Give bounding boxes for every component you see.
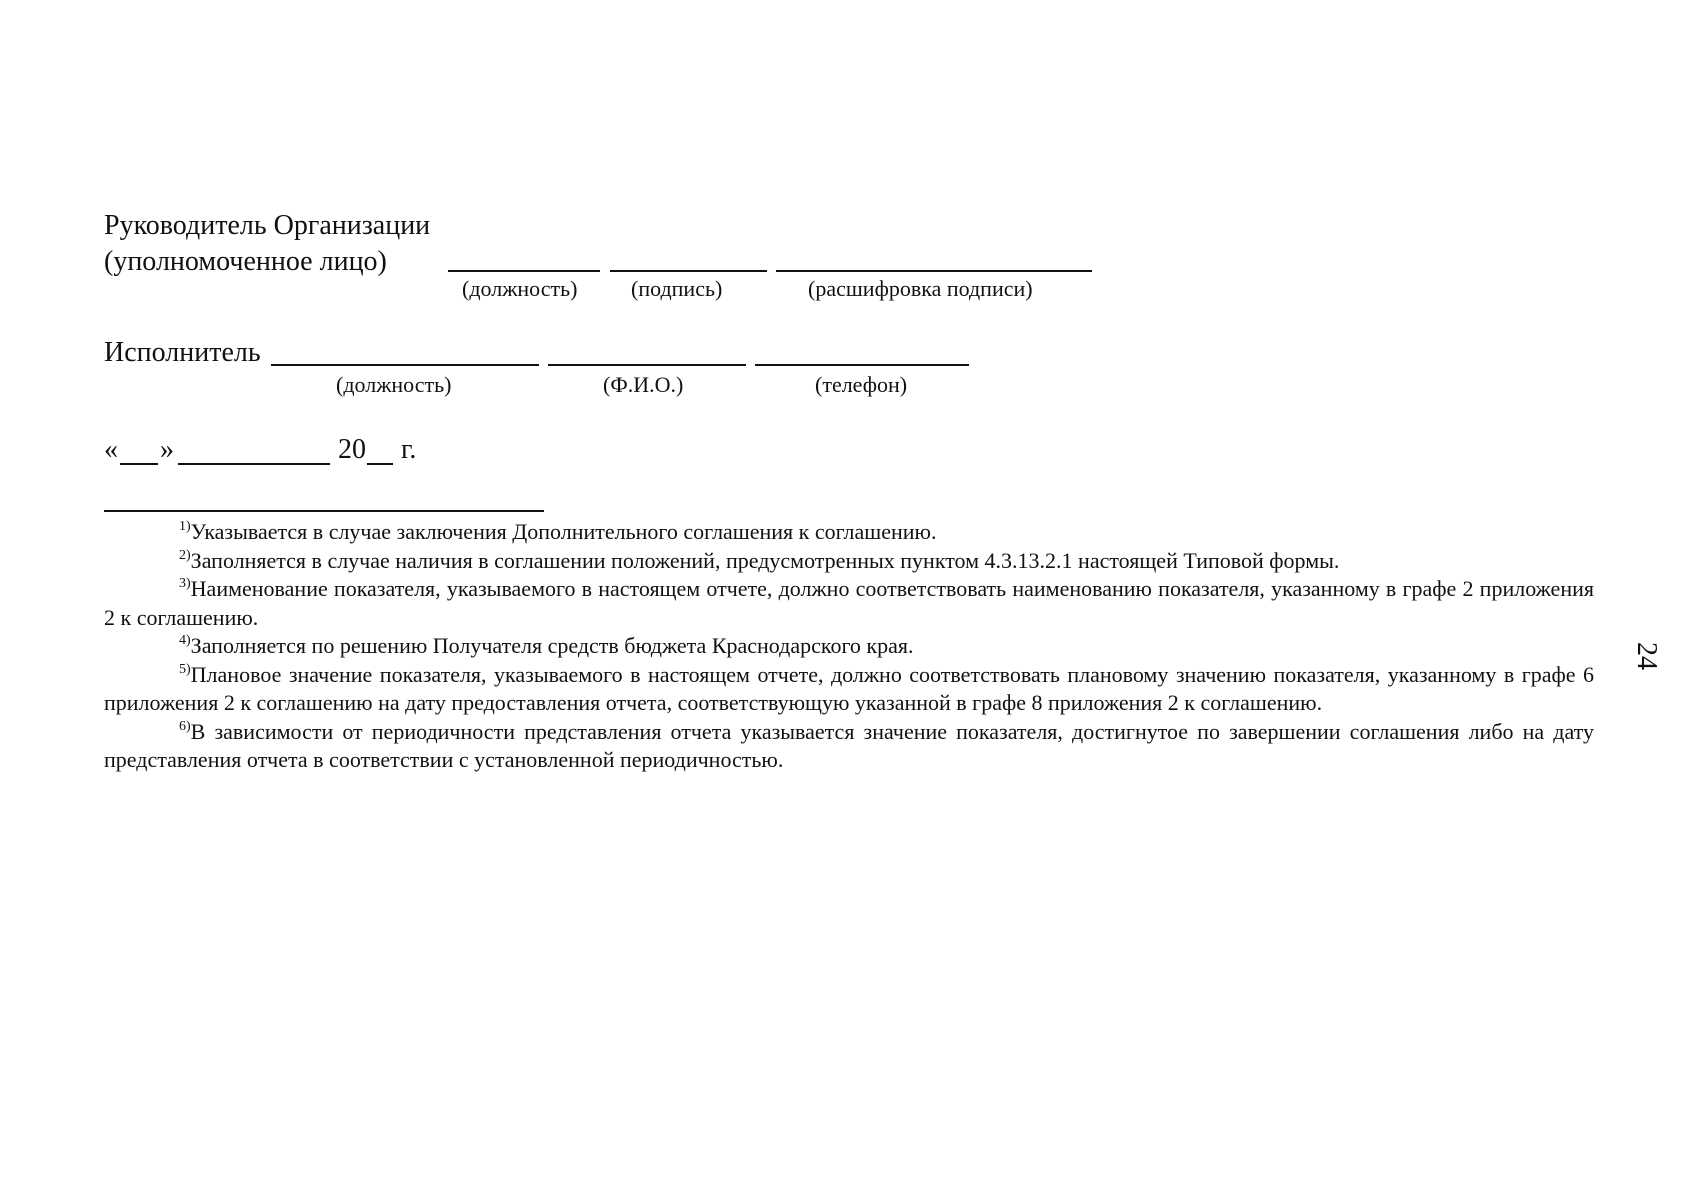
footnote-marker: 4) <box>179 633 191 648</box>
executor-label: Исполнитель <box>104 337 261 368</box>
footnote-text: Заполняется в случае наличия в соглашении положений, предусмотренных пунктом 4.3.13.2.1 настоящей Типовой формы. <box>190 547 1340 573</box>
date-open-quote: « <box>104 434 118 465</box>
head-title-line-1: Руководитель Организации <box>104 210 431 241</box>
head-caption-decoding: (расшифровка подписи) <box>808 276 1033 301</box>
footnote-marker: 3) <box>179 576 191 591</box>
head-signature-field[interactable] <box>610 270 767 272</box>
footnote-marker: 1) <box>179 519 191 534</box>
executor-caption-phone: (телефон) <box>815 372 908 397</box>
executor-caption-position: (должность) <box>336 372 452 397</box>
footnote-2 <box>104 547 1594 576</box>
date-year-field[interactable] <box>367 463 393 465</box>
head-title-line-2: (уполномоченное лицо) <box>104 246 387 277</box>
footnote-marker: 5) <box>179 661 191 677</box>
footnote-marker: 6) <box>179 718 191 734</box>
footnote-text: Указывается в случае заключения Дополнительного соглашения к соглашению. <box>190 519 937 544</box>
footnote-5 <box>104 661 1594 718</box>
head-caption-position: (должность) <box>462 276 578 301</box>
head-position-field[interactable] <box>448 270 600 272</box>
date-month-field[interactable] <box>178 463 330 465</box>
footnote-text: Заполняется по решению Получателя средств бюджета Краснодарского края. <box>190 633 914 658</box>
footnote-text: Наименование показателя, указываемого в настоящем отчете, должно соответствовать наименованию показателя, указанному в графе 2 приложения 2 к соглашению. <box>104 576 1594 630</box>
footnote-text: В зависимости от периодичности представления отчета указывается значение показателя, достигнутое по завершении соглашения либо на дату представления отчета в соответствии с установленной периодичностью. <box>104 718 1594 772</box>
head-caption-signature: (подпись) <box>631 276 723 301</box>
footnote-text: Плановое значение показателя, указываемого в настоящем отчете, должно соответствовать плановому значению показателя, указанному в графе 6 приложения 2 к соглашению на дату предоставления отчета, соответствующую указанной в графе 8 приложения 2 к соглашению. <box>104 661 1594 715</box>
page-number: 24 <box>1631 642 1662 670</box>
executor-phone-field[interactable] <box>755 364 969 366</box>
footnote-6 <box>104 718 1594 775</box>
footnotes <box>104 518 1594 775</box>
footnote-marker: 2) <box>179 547 191 563</box>
footnote-separator <box>104 510 544 512</box>
footnote-4 <box>104 632 1594 661</box>
date-day-field[interactable] <box>120 463 158 465</box>
head-decoding-field[interactable] <box>776 270 1092 272</box>
footnote-1 <box>104 518 1594 547</box>
footnote-3 <box>104 575 1594 632</box>
executor-position-field[interactable] <box>271 364 539 366</box>
executor-caption-name: (Ф.И.О.) <box>603 372 684 397</box>
date-year-prefix: 20 <box>338 434 366 465</box>
date-year-suffix: г. <box>401 434 417 465</box>
executor-name-field[interactable] <box>548 364 746 366</box>
date-close-quote: » <box>160 434 174 465</box>
